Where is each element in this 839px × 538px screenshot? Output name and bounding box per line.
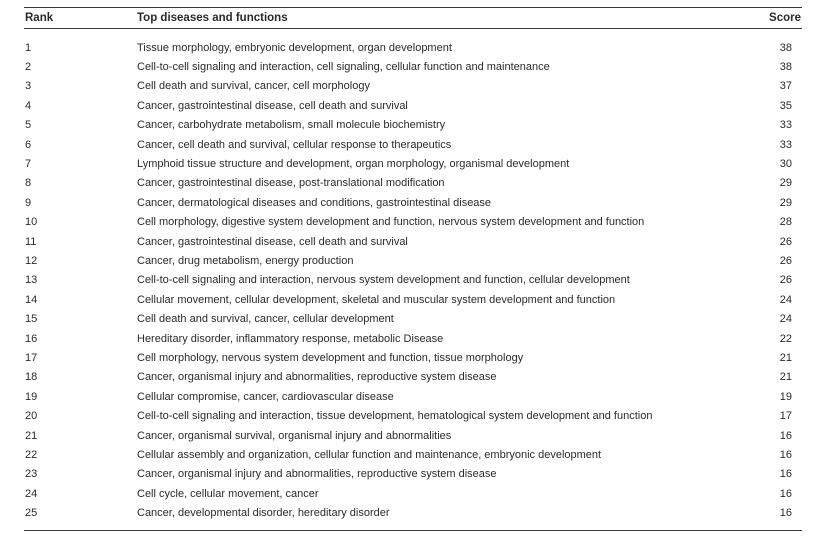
description-cell: Cancer, developmental disorder, hereditary disorder [137, 507, 390, 520]
table-row [24, 251, 802, 270]
table-row [24, 77, 802, 96]
score-cell: 26 [779, 274, 792, 287]
score-cell: 26 [779, 254, 792, 267]
rank-cell: 10 [25, 216, 38, 229]
score-cell: 24 [779, 313, 792, 326]
table-row [24, 465, 802, 484]
table-row [24, 154, 802, 173]
description-cell: Cancer, drug metabolism, energy production [137, 254, 354, 267]
table-row [24, 57, 802, 76]
header-rank: Rank [25, 12, 54, 24]
table-row [24, 348, 802, 367]
description-cell: Tissue morphology, embryonic development, organ development [137, 41, 452, 54]
rank-cell: 11 [25, 235, 37, 248]
rank-cell: 6 [25, 138, 32, 151]
rank-cell: 3 [25, 80, 32, 93]
rank-cell: 9 [25, 196, 32, 209]
header-description: Top diseases and functions [137, 12, 288, 24]
table-row [24, 426, 802, 445]
rank-cell: 22 [25, 448, 38, 461]
rank-cell: 25 [25, 507, 38, 520]
description-cell: Cellular compromise, cancer, cardiovascular disease [137, 390, 394, 403]
table-row [24, 368, 802, 387]
table-row [24, 484, 802, 503]
score-cell: 16 [779, 448, 792, 461]
rank-cell: 21 [25, 429, 38, 442]
description-cell: Cancer, organismal injury and abnormalities, reproductive system disease [137, 468, 497, 481]
rank-cell: 16 [25, 332, 38, 345]
description-cell: Cell-to-cell signaling and interaction, cell signaling, cellular function and maintenance [137, 61, 550, 74]
rank-cell: 5 [25, 119, 32, 132]
description-cell: Cancer, cell death and survival, cellular response to therapeutics [137, 138, 452, 151]
description-cell: Cancer, gastrointestinal disease, cell death and survival [137, 99, 408, 112]
description-cell: Cancer, dermatological diseases and conditions, gastrointestinal disease [137, 196, 492, 209]
score-cell: 29 [779, 177, 792, 190]
description-cell: Cell death and survival, cancer, cell morphology [137, 80, 370, 93]
table-row [24, 232, 802, 251]
score-cell: 38 [779, 41, 792, 54]
table-row [24, 96, 802, 115]
rank-cell: 2 [25, 61, 32, 74]
rank-cell: 20 [25, 410, 38, 423]
score-cell: 28 [779, 216, 792, 229]
score-cell: 24 [779, 293, 792, 306]
score-cell: 16 [779, 429, 792, 442]
table-row [24, 174, 802, 193]
description-cell: Cellular movement, cellular development, skeletal and muscular system development and function [137, 293, 616, 306]
table-row [24, 213, 802, 232]
description-cell: Hereditary disorder, inflammatory response, metabolic Disease [137, 332, 444, 345]
rank-cell: 19 [25, 390, 38, 403]
rank-cell: 23 [25, 468, 38, 481]
score-cell: 17 [779, 410, 792, 423]
description-cell: Cancer, gastrointestinal disease, cell death and survival [137, 235, 408, 248]
rank-cell: 18 [25, 371, 38, 384]
description-cell: Cell morphology, nervous system development and function, tissue morphology [137, 351, 524, 364]
score-cell: 38 [779, 61, 792, 74]
score-cell: 29 [779, 196, 792, 209]
description-cell: Cell-to-cell signaling and interaction, tissue development, hematological system development and function [137, 410, 653, 423]
table-row [24, 38, 802, 57]
description-cell: Cell-to-cell signaling and interaction, nervous system development and function, cellular development [137, 274, 630, 287]
score-cell: 16 [779, 507, 792, 520]
description-cell: Cell morphology, digestive system development and function, nervous system development and function [137, 216, 645, 229]
description-cell: Cellular assembly and organization, cellular function and maintenance, embryonic development [137, 448, 602, 461]
score-cell: 22 [779, 332, 792, 345]
score-cell: 21 [779, 351, 792, 364]
rank-cell: 1 [25, 41, 32, 54]
rank-cell: 8 [25, 177, 32, 190]
description-cell: Cancer, organismal injury and abnormalities, reproductive system disease [137, 371, 497, 384]
score-cell: 33 [779, 119, 792, 132]
score-cell: 37 [779, 80, 792, 93]
score-cell: 16 [779, 468, 792, 481]
table-row [24, 309, 802, 328]
table-row [24, 271, 802, 290]
table-row [24, 193, 802, 212]
bottom-rule [24, 530, 802, 531]
score-cell: 19 [779, 390, 792, 403]
rank-cell: 4 [25, 99, 32, 112]
description-cell: Cell death and survival, cancer, cellular development [137, 313, 394, 326]
score-cell: 26 [779, 235, 792, 248]
score-cell: 21 [779, 371, 792, 384]
table-row [24, 116, 802, 135]
rank-cell: 17 [25, 351, 38, 364]
description-cell: Cell cycle, cellular movement, cancer [137, 487, 319, 500]
table-body [24, 29, 802, 530]
score-cell: 30 [779, 158, 792, 171]
description-cell: Lymphoid tissue structure and development, organ morphology, organismal development [137, 158, 570, 171]
rank-cell: 24 [25, 487, 38, 500]
diseases-functions-table [24, 7, 802, 531]
table-row [24, 290, 802, 309]
rank-cell: 12 [25, 254, 38, 267]
description-cell: Cancer, gastrointestinal disease, post-translational modification [137, 177, 445, 190]
table-row [24, 406, 802, 425]
description-cell: Cancer, organismal survival, organismal injury and abnormalities [137, 429, 452, 442]
rank-cell: 14 [25, 293, 38, 306]
score-cell: 16 [779, 487, 792, 500]
table-row [24, 445, 802, 464]
rank-cell: 7 [25, 158, 32, 171]
table-row [24, 387, 802, 406]
table-header-row [24, 8, 802, 28]
table-row [24, 329, 802, 348]
table-row [24, 135, 802, 154]
rank-cell: 13 [25, 274, 38, 287]
score-cell: 33 [779, 138, 792, 151]
score-cell: 35 [779, 99, 792, 112]
description-cell: Cancer, carbohydrate metabolism, small molecule biochemistry [137, 119, 446, 132]
rank-cell: 15 [25, 313, 38, 326]
table-row [24, 503, 802, 522]
header-score: Score [769, 12, 801, 24]
